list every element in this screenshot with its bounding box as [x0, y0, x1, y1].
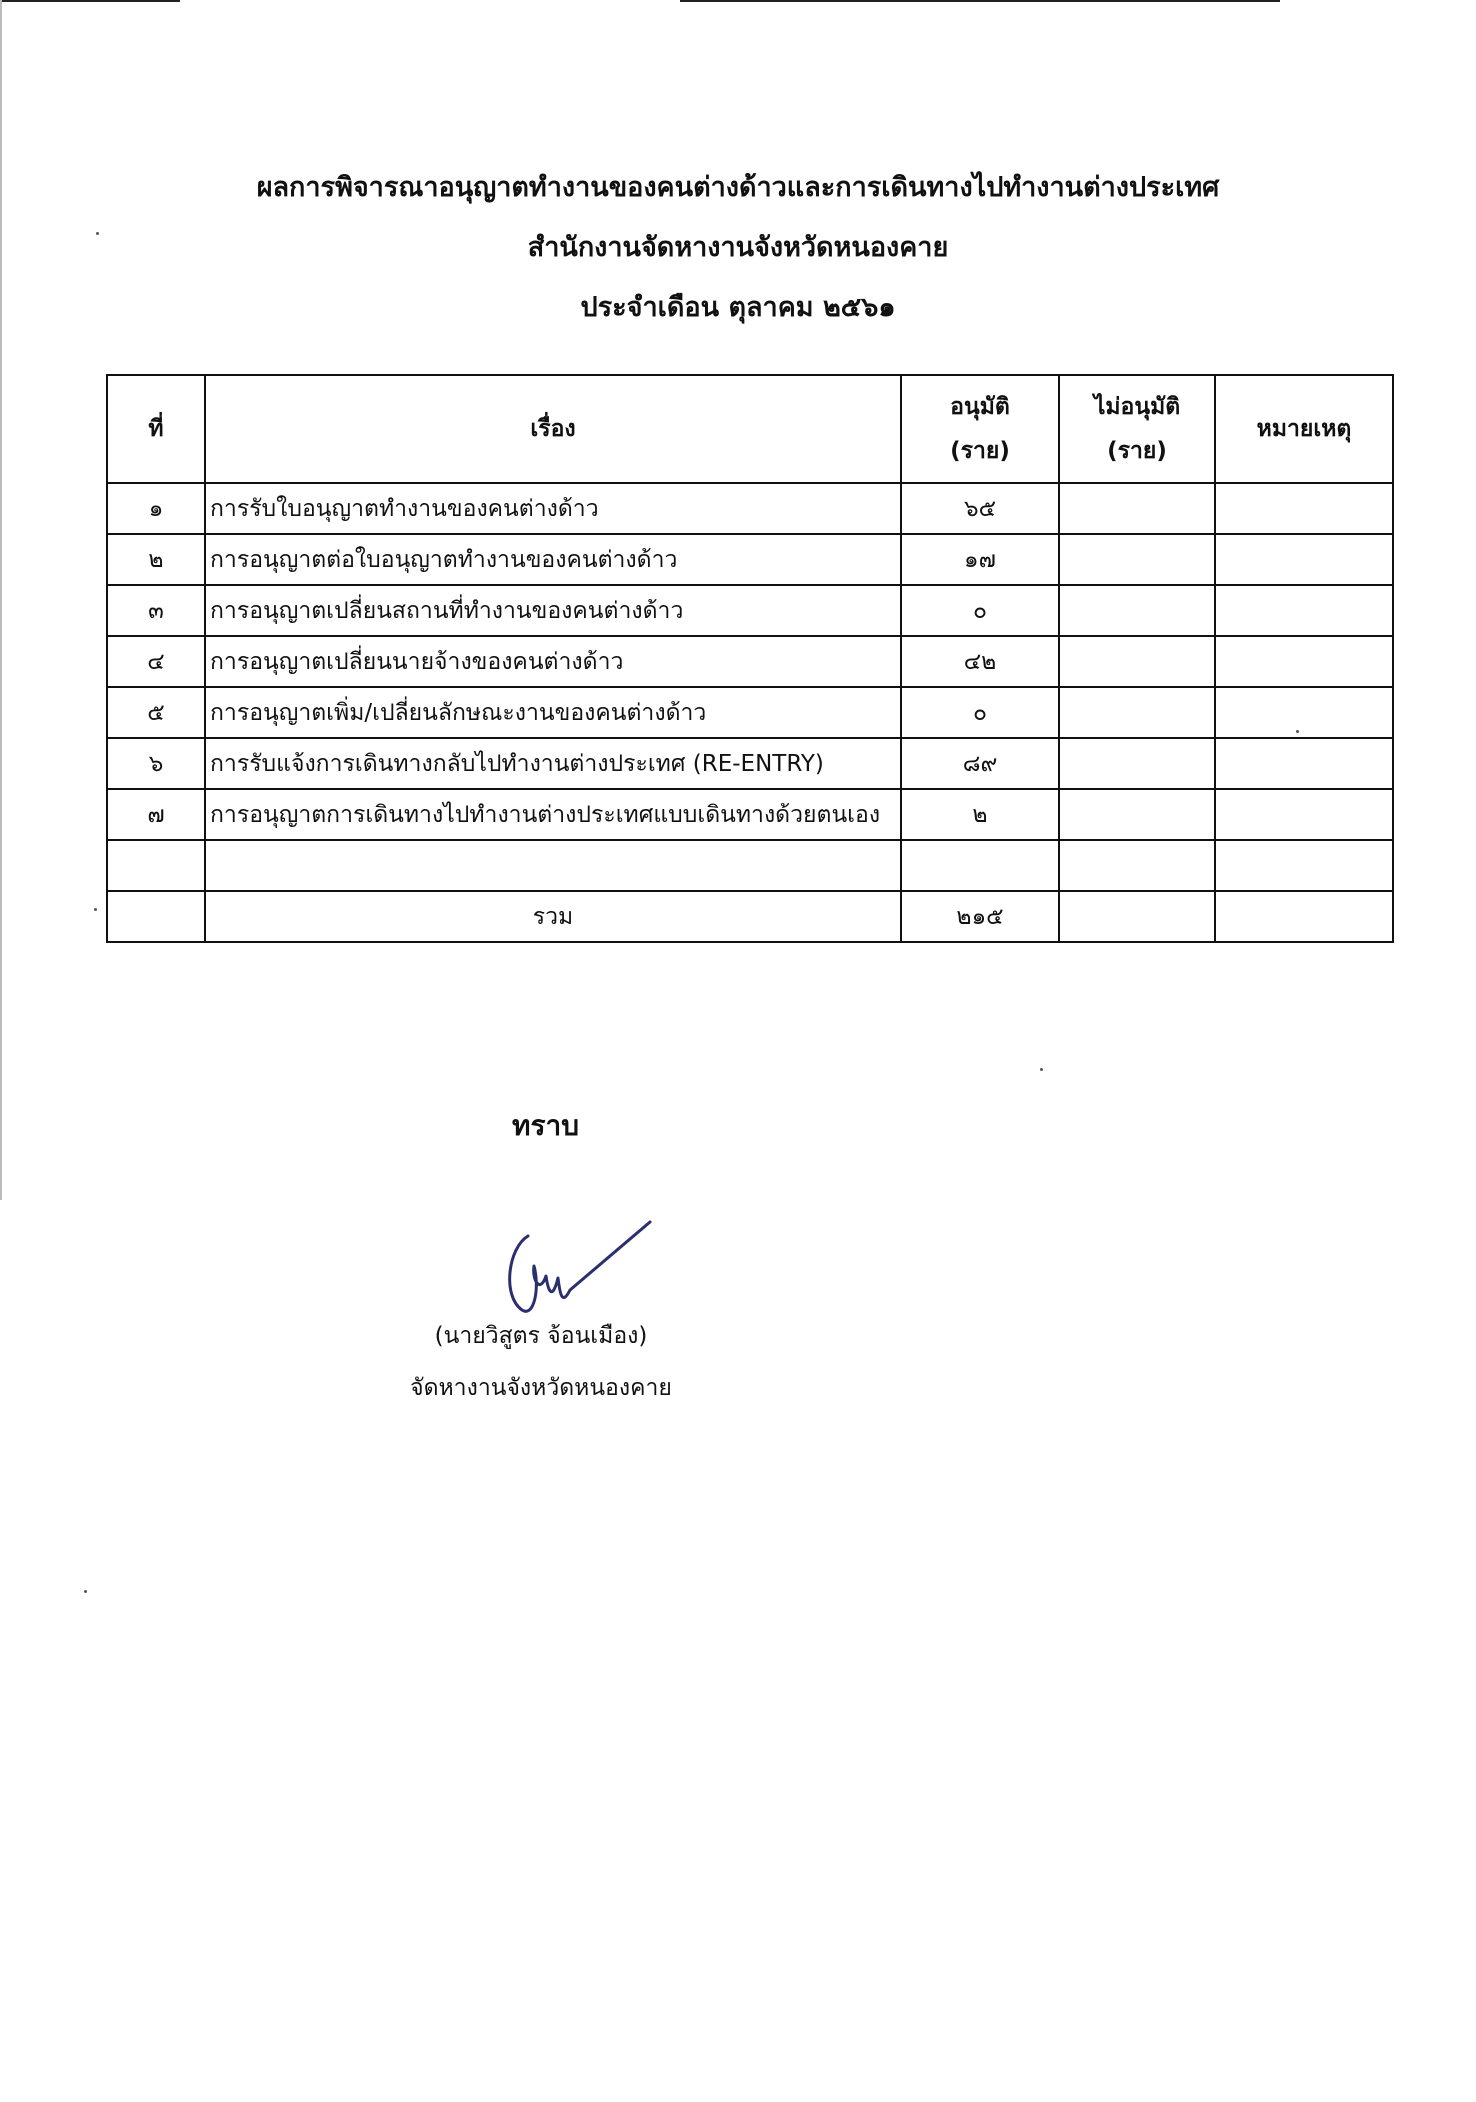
scan-speck — [84, 1590, 87, 1593]
total-number-cell — [107, 891, 205, 942]
table-row — [107, 483, 1393, 534]
header-not-approved-label: ไม่อนุมัติ — [1093, 394, 1181, 420]
row-approved — [901, 840, 1059, 891]
office-name: สำนักงานจัดหางานจังหวัดหนองคาย — [527, 232, 949, 263]
row-number: ๗ — [107, 789, 205, 840]
document-title: ผลการพิจารณาอนุญาตทำงานของคนต่างด้าวและการเดินทางไปทำงานต่างประเทศ — [256, 172, 1220, 203]
header-no: ที่ — [107, 375, 205, 483]
row-subject: การอนุญาตเปลี่ยนสถานที่ทำงานของคนต่างด้าว — [205, 585, 901, 636]
row-remarks — [1215, 534, 1393, 585]
row-subject: การอนุญาตเพิ่ม/เปลี่ยนลักษณะงานของคนต่างด้าว — [205, 687, 901, 738]
table-header-row — [107, 375, 1393, 483]
row-not-approved — [1059, 585, 1215, 636]
report-table — [106, 374, 1394, 943]
row-not-approved — [1059, 636, 1215, 687]
row-remarks — [1215, 687, 1393, 738]
signer-name: (นายวิสูตร จ้อนเมือง) — [434, 1323, 648, 1349]
row-not-approved — [1059, 687, 1215, 738]
total-not-approved — [1059, 891, 1215, 942]
row-approved: ๒ — [901, 789, 1059, 840]
signer-position: จัดหางานจังหวัดหนองคาย — [410, 1375, 672, 1401]
total-remarks — [1215, 891, 1393, 942]
table-row — [107, 585, 1393, 636]
row-approved: ๘๙ — [901, 738, 1059, 789]
table-row — [107, 687, 1393, 738]
scan-edge-top — [0, 0, 1476, 6]
total-row — [107, 891, 1393, 942]
total-label: รวม — [205, 891, 901, 942]
row-number: ๕ — [107, 687, 205, 738]
header-remarks: หมายเหตุ — [1215, 375, 1393, 483]
row-remarks — [1215, 840, 1393, 891]
row-number — [107, 840, 205, 891]
row-subject: การอนุญาตต่อใบอนุญาตทำงานของคนต่างด้าว — [205, 534, 901, 585]
row-not-approved — [1059, 534, 1215, 585]
table-row — [107, 840, 1393, 891]
header-not-approved-unit: (ราย) — [1107, 438, 1167, 464]
table-row — [107, 534, 1393, 585]
scan-speck — [1296, 730, 1299, 733]
row-not-approved — [1059, 483, 1215, 534]
header-not-approved — [1059, 375, 1215, 483]
table-row — [107, 636, 1393, 687]
row-approved: ๔๒ — [901, 636, 1059, 687]
row-approved: ๐ — [901, 585, 1059, 636]
row-remarks — [1215, 636, 1393, 687]
signature-image — [500, 1218, 660, 1328]
row-number: ๑ — [107, 483, 205, 534]
row-subject: การอนุญาตเปลี่ยนนายจ้างของคนต่างด้าว — [205, 636, 901, 687]
scan-speck — [94, 908, 97, 911]
row-approved: ๑๗ — [901, 534, 1059, 585]
row-approved: ๐ — [901, 687, 1059, 738]
scan-speck — [1040, 1068, 1043, 1071]
total-approved: ๒๑๕ — [901, 891, 1059, 942]
table-row — [107, 789, 1393, 840]
row-remarks — [1215, 585, 1393, 636]
row-remarks — [1215, 483, 1393, 534]
row-remarks — [1215, 738, 1393, 789]
header-approved-unit: (ราย) — [950, 438, 1010, 464]
row-subject: การรับใบอนุญาตทำงานของคนต่างด้าว — [205, 483, 901, 534]
row-number: ๖ — [107, 738, 205, 789]
row-subject: การอนุญาตการเดินทางไปทำงานต่างประเทศแบบเดินทางด้วยตนเอง — [205, 789, 901, 840]
table-row — [107, 738, 1393, 789]
acknowledgement: ทราบ — [512, 1109, 579, 1142]
row-number: ๔ — [107, 636, 205, 687]
header-subject: เรื่อง — [205, 375, 901, 483]
row-not-approved — [1059, 738, 1215, 789]
row-number: ๓ — [107, 585, 205, 636]
row-not-approved — [1059, 840, 1215, 891]
header-approved — [901, 375, 1059, 483]
row-remarks — [1215, 789, 1393, 840]
header-approved-label: อนุมัติ — [950, 394, 1010, 420]
row-subject — [205, 840, 901, 891]
document-header — [0, 158, 1476, 338]
row-subject: การรับแจ้งการเดินทางกลับไปทำงานต่างประเทศ (RE-ENTRY) — [205, 738, 901, 789]
row-number: ๒ — [107, 534, 205, 585]
row-not-approved — [1059, 789, 1215, 840]
row-approved: ๖๕ — [901, 483, 1059, 534]
report-month: ประจำเดือน ตุลาคม ๒๕๖๑ — [580, 292, 896, 323]
scan-speck — [96, 232, 99, 235]
